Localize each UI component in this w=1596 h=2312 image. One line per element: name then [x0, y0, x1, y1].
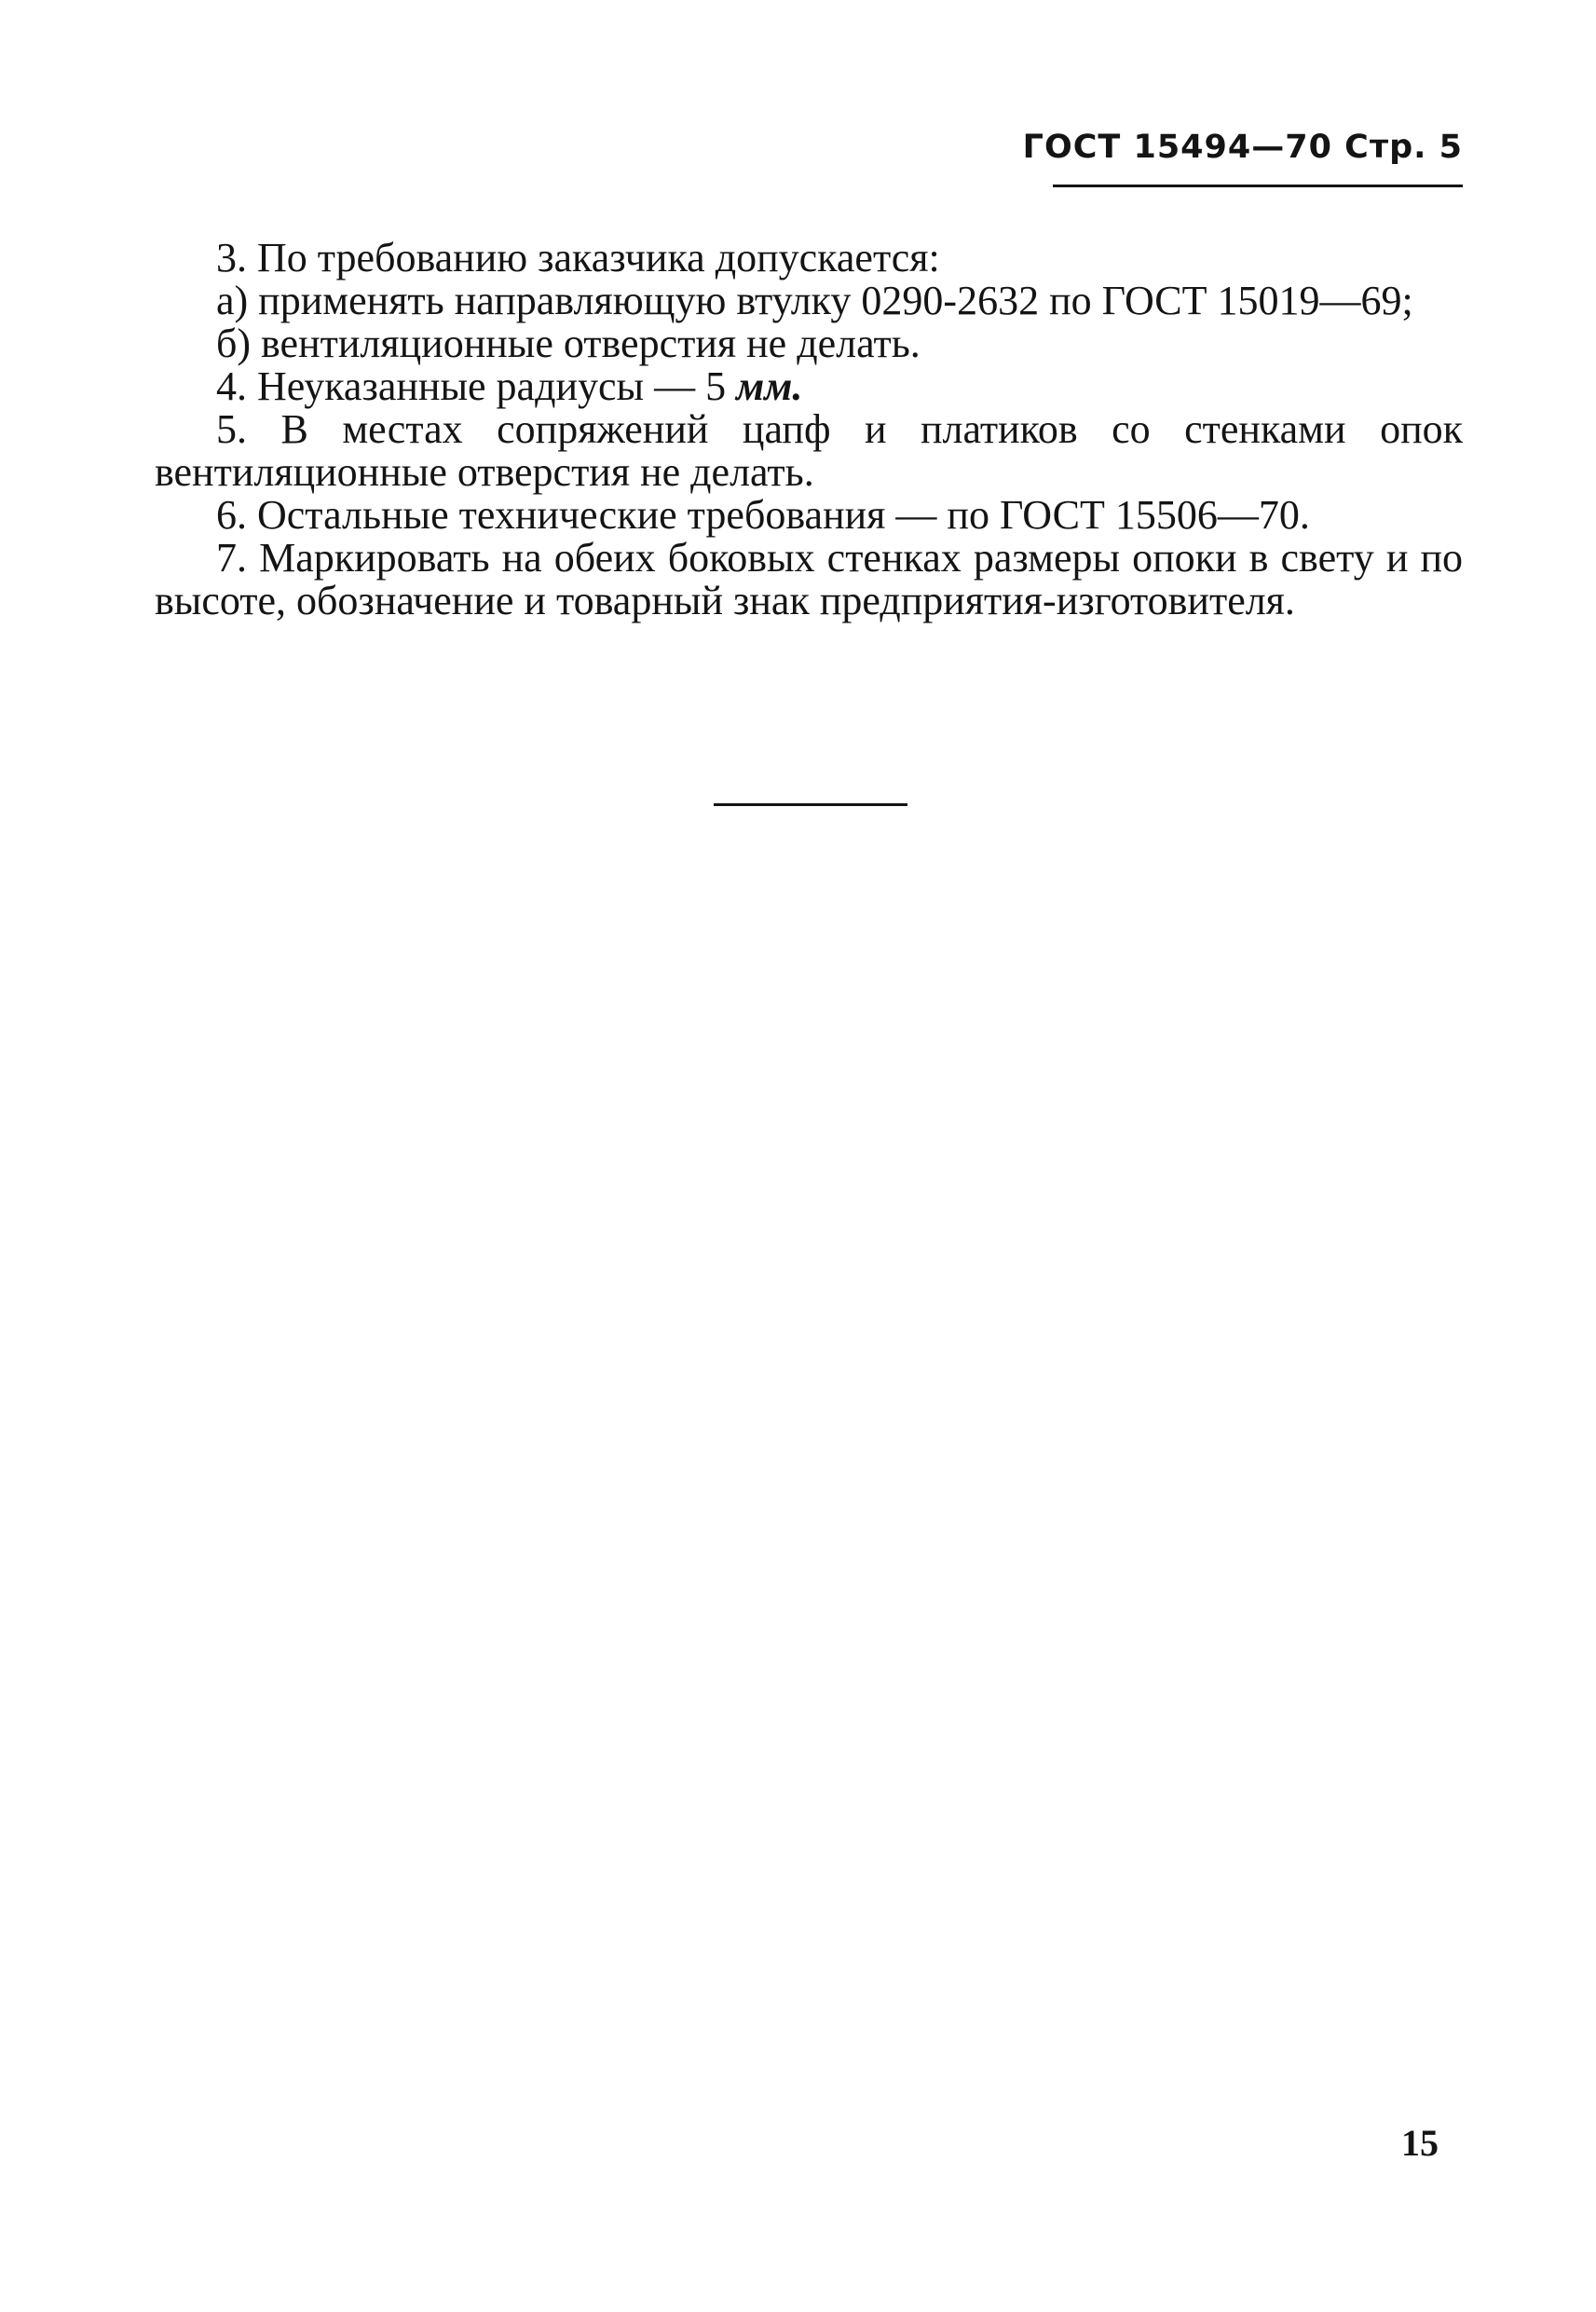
end-of-text-rule	[714, 803, 907, 806]
header-rule	[1053, 185, 1463, 187]
paragraph-item-7: 7. Маркировать на обеих боковых стенках размеры опоки в свету и по высоте, обозначение и товарный знак предприятия-изготовителя.	[155, 535, 1463, 623]
paragraph-item-3: 3. По требованию заказчика допускается:	[216, 235, 940, 280]
page-number: 15	[1401, 2122, 1439, 2164]
paragraph-item-3a: а) применять направляющую втулку 0290-2632 по ГОСТ 15019—69;	[216, 278, 1413, 323]
unit-label: мм.	[736, 363, 803, 409]
running-head: ГОСТ 15494—70 Стр. 5	[1022, 129, 1463, 166]
paragraph-item-3b: б) вентиляционные отверстия не делать.	[216, 321, 921, 366]
paragraph-item-5: 5. В местах сопряжений цапф и платиков со стенками опок вентиляционные отверстия не делать.	[155, 406, 1463, 495]
body-text	[155, 237, 1463, 622]
paragraph-item-6: 6. Остальные технические требования — по ГОСТ 15506—70.	[216, 492, 1310, 538]
paragraph-item-4-text: 4. Неуказанные радиусы — 5	[216, 363, 737, 409]
paragraph-item-4	[155, 365, 1463, 408]
